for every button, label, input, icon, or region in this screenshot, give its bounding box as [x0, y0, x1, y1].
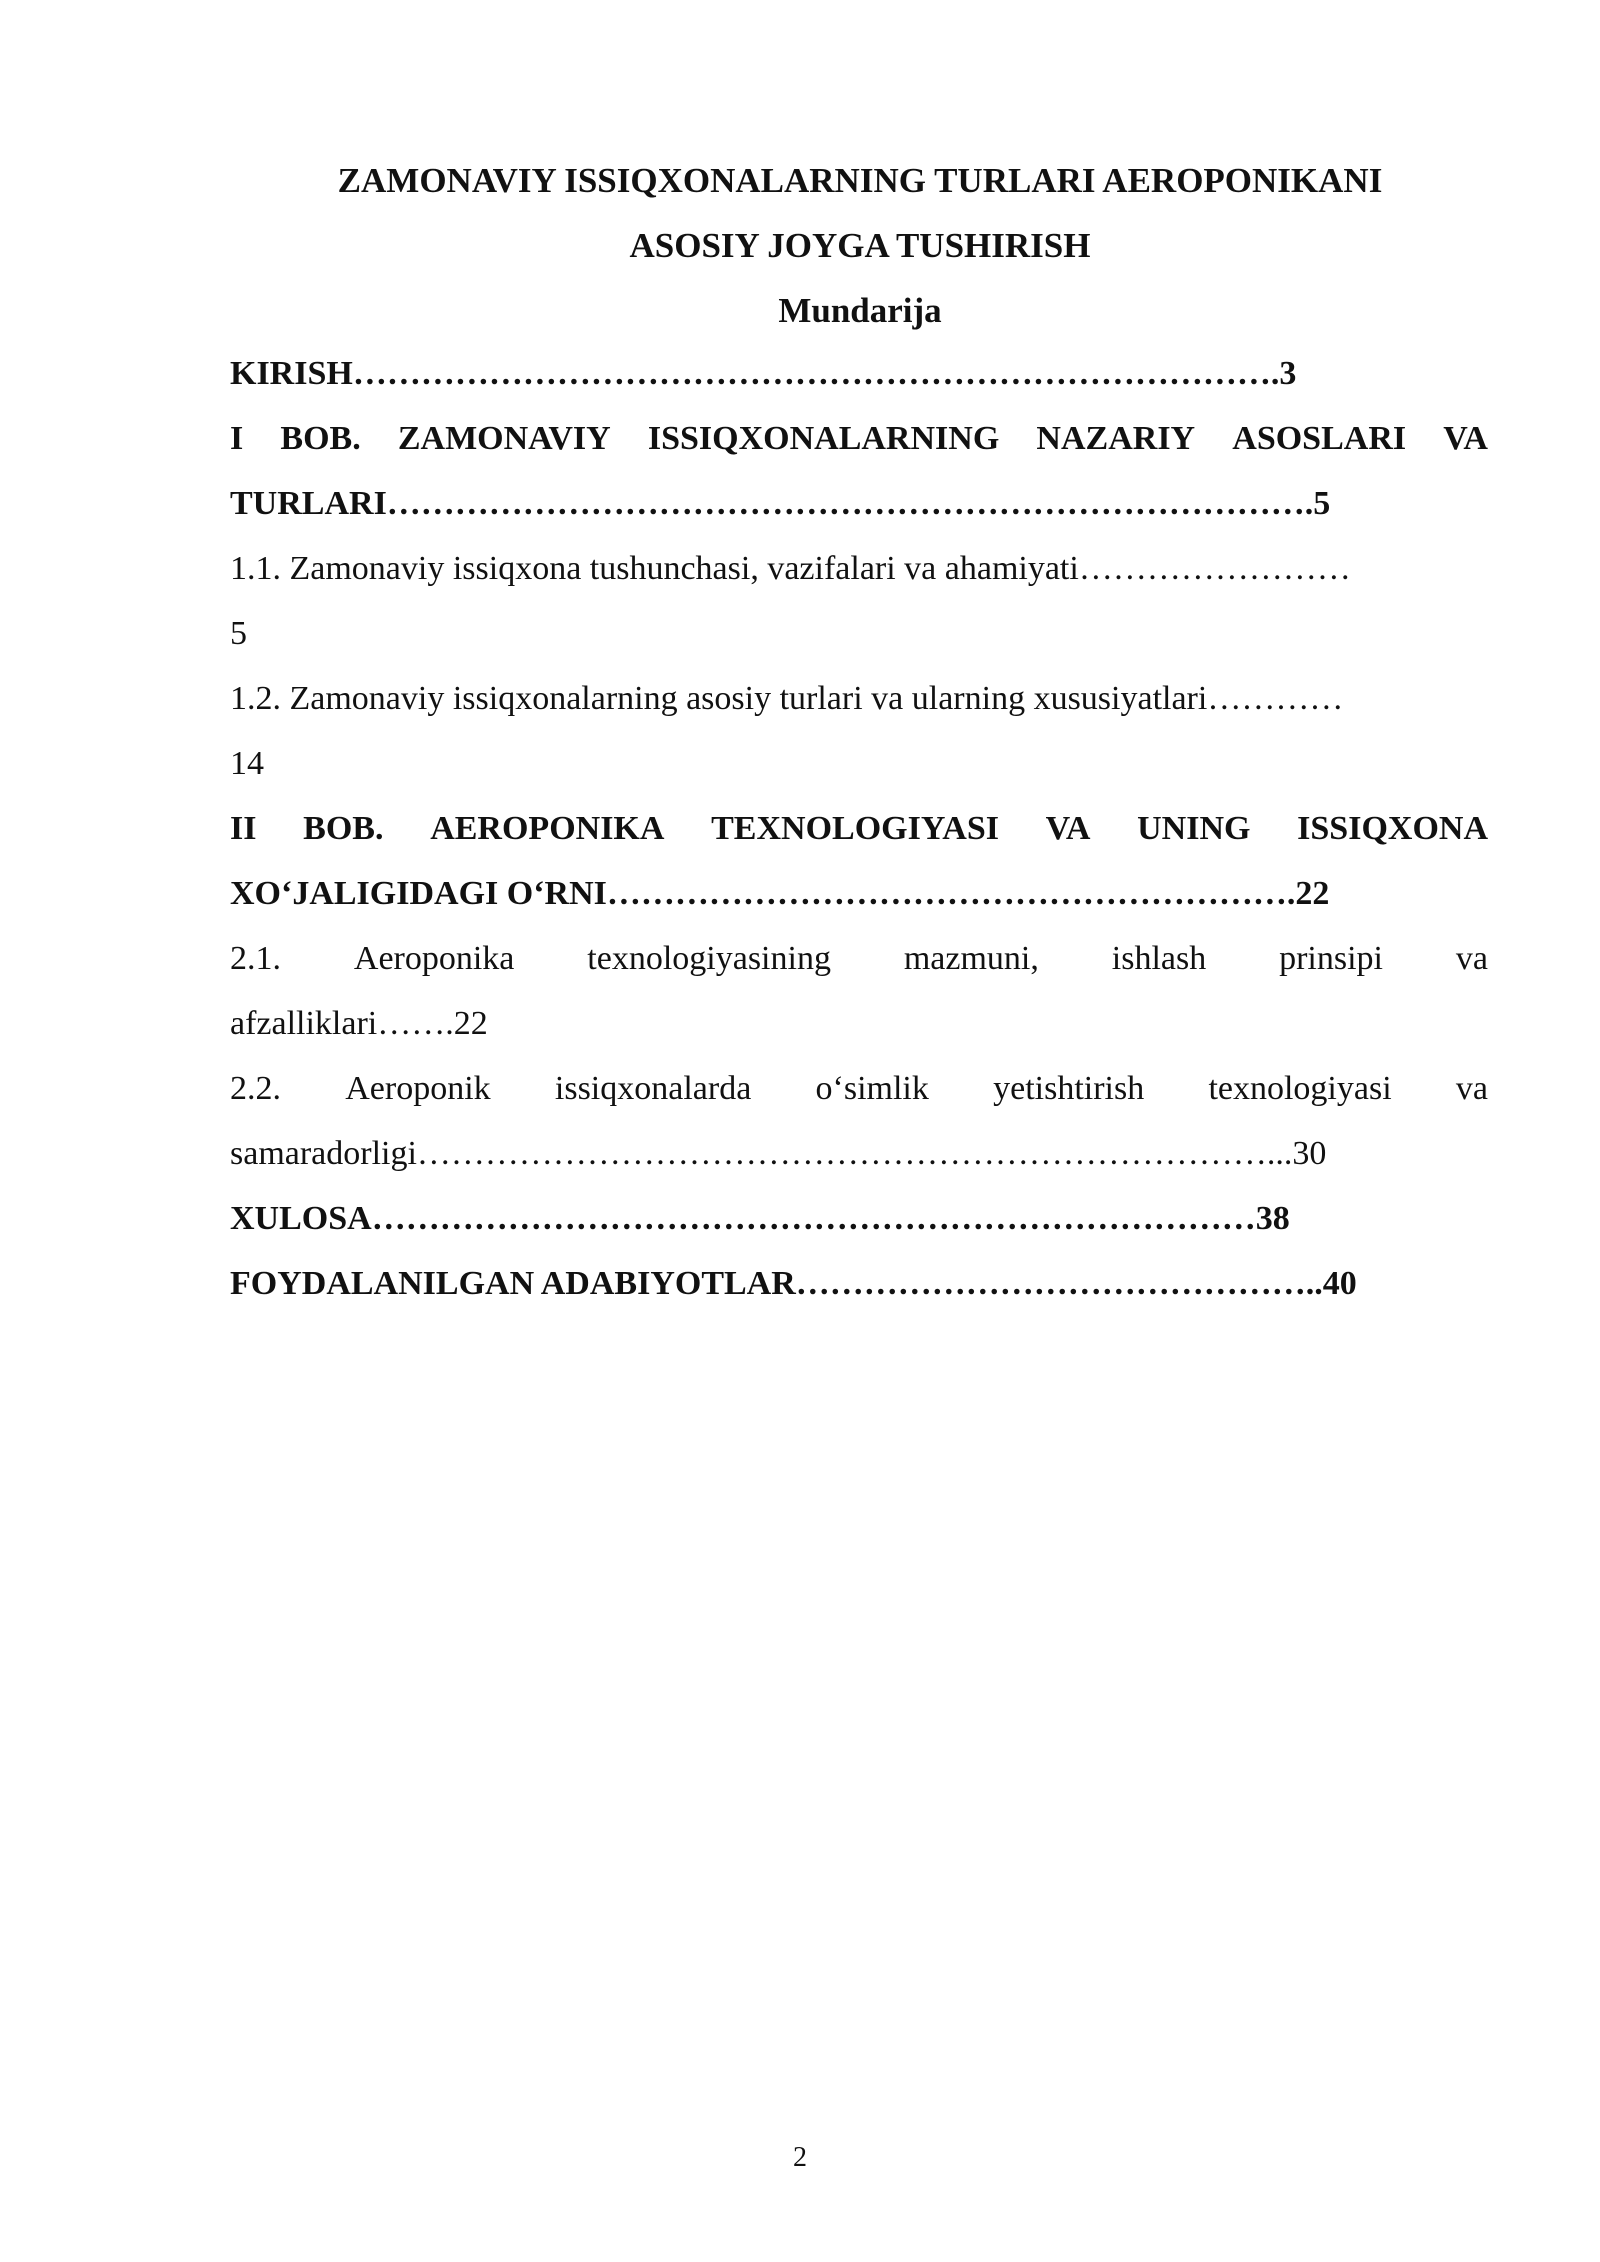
toc-entry-kirish: KIRISH……………………………………………………………………….3 — [230, 355, 1297, 392]
toc-word: issiqxonalarda — [554, 1070, 752, 1107]
toc-entry-1-2-page: 14 — [230, 745, 264, 782]
toc-word: VA — [1045, 810, 1091, 847]
table-of-contents — [230, 341, 1488, 1316]
toc-entry-bob1-continued: TURLARI……………………………………………………………………….5 — [230, 485, 1331, 522]
toc-word: 2.1. — [230, 940, 281, 977]
toc-entry-2-2 — [230, 1056, 1488, 1121]
toc-entry-2-1-continued: afzalliklari…….22 — [230, 1005, 488, 1042]
document-title-line-1: ZAMONAVIY ISSIQXONALARNING TURLARI AEROPONIKANI — [337, 161, 1383, 200]
toc-word: BOB. — [303, 810, 384, 847]
toc-word: yetishtirish — [993, 1070, 1145, 1107]
toc-word: TEXNOLOGIYASI — [711, 810, 999, 847]
toc-entry-1-2: 1.2. Zamonaviy issiqxonalarning asosiy turlari va ularning xususiyatlari………… — [230, 680, 1344, 717]
toc-word: ASOSLARI — [1232, 420, 1407, 457]
document-title-line-2: ASOSIY JOYGA TUSHIRISH — [629, 226, 1091, 265]
toc-entry-xulosa: XULOSA……………………………………………………………………38 — [230, 1200, 1290, 1237]
page-number: 2 — [793, 2142, 807, 2173]
toc-word: NAZARIY — [1036, 420, 1196, 457]
toc-word: AEROPONIKA — [430, 810, 665, 847]
toc-word: va — [1455, 940, 1488, 977]
toc-word: ishlash — [1111, 940, 1207, 977]
toc-word: ISSIQXONALARNING — [647, 420, 1000, 457]
toc-entry-2-2-continued: samaradorligi…………………………………………………………………...30 — [230, 1135, 1327, 1172]
toc-word: II — [230, 810, 257, 847]
toc-word: ZAMONAVIY — [397, 420, 611, 457]
toc-word: Aeroponik — [345, 1070, 491, 1107]
toc-word: texnologiyasining — [587, 940, 831, 977]
toc-word: BOB. — [280, 420, 361, 457]
contents-heading: Mundarija — [778, 291, 942, 330]
toc-word: UNING — [1137, 810, 1251, 847]
toc-word: I — [230, 420, 244, 457]
toc-word: mazmuni, — [903, 940, 1039, 977]
toc-word: Aeroponika — [353, 940, 515, 977]
toc-word: ISSIQXONA — [1297, 810, 1488, 847]
toc-entry-1-1-page: 5 — [230, 615, 247, 652]
toc-word: va — [1455, 1070, 1488, 1107]
toc-entry-adabiyotlar: FOYDALANILGAN ADABIYOTLAR………………………………………..40 — [230, 1265, 1357, 1302]
toc-entry-1-1: 1.1. Zamonaviy issiqxona tushunchasi, vazifalari va ahamiyati…………………… — [230, 550, 1351, 587]
toc-entry-bob2 — [230, 796, 1488, 861]
toc-word: 2.2. — [230, 1070, 281, 1107]
toc-entry-2-1 — [230, 926, 1488, 991]
toc-word: VA — [1443, 420, 1488, 457]
toc-entry-bob1 — [230, 406, 1488, 471]
toc-word: texnologiyasi — [1208, 1070, 1392, 1107]
toc-word: prinsipi — [1279, 940, 1384, 977]
title-block — [230, 148, 1490, 343]
toc-entry-bob2-continued: XO‘JALIGIDAGI O‘RNI…………………………………………………….22 — [230, 875, 1330, 912]
toc-word: o‘simlik — [815, 1070, 929, 1107]
